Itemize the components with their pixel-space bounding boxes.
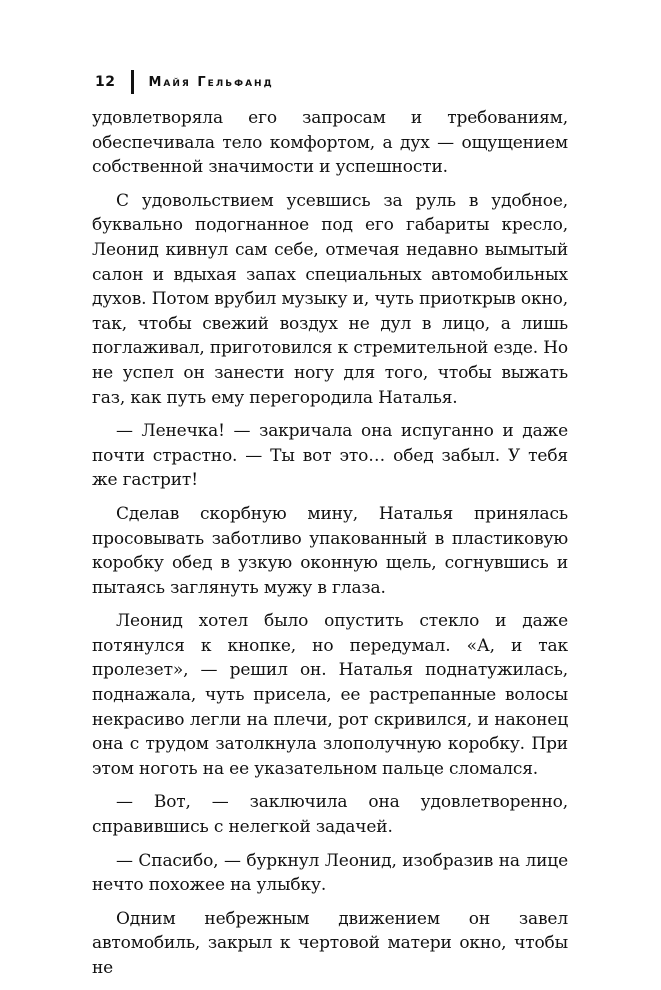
running-head-author: Майя Гельфанд xyxy=(148,74,274,90)
paragraph: Леонид хотел было опустить стекло и даже потянулся к кнопке, но передумал. «А, и так пролезет», — решил он. Наталья поднатужилась, поднажала, чуть присела, ее растрепанные волосы некрасиво легли на плечи, рот скривился, и наконец она с трудом затолкнула злополучную коробку. При этом ноготь на ее указательном пальце сломался. xyxy=(92,611,568,779)
paragraph: Одним небрежным движением он завел автомобиль, закрыл к чертовой матери окно, чтобы не xyxy=(92,908,568,978)
body-text xyxy=(92,106,568,990)
page-header xyxy=(95,70,274,94)
paragraph: удовлетворяла его запросам и требованиям, обеспечивала тело комфортом, а дух — ощущением собственной значимости и успешности. xyxy=(92,108,568,178)
paragraph: — Ленечка! — закричала она испуганно и даже почти страстно. — Ты вот это… обед забыл. У тебя же гастрит! xyxy=(92,421,568,491)
paragraph: С удовольствием усевшись за руль в удобное, буквально подогнанное под его габариты кресло, Леонид кивнул сам себе, отмечая недавно вымытый салон и вдыхая запах специальных автомобильных духов. Потом врубил музыку и, чуть приоткрыв окно, так, чтобы свежий воздух не дул в лицо, а лишь поглаживал, приготовился к стремительной езде. Но не успел он занести ногу для того, чтобы выжать газ, как путь ему перегородила Наталья. xyxy=(92,190,569,408)
paragraph: Сделав скорбную мину, Наталья принялась просовывать заботливо упакованный в пластиковую коробку обед в узкую оконную щель, согнувшись и пытаясь заглянуть мужу в глаза. xyxy=(92,503,568,598)
paragraph: — Спасибо, — буркнул Леонид, изобразив на лице нечто похожее на улыбку. xyxy=(92,850,568,896)
paragraph: — Вот, — заключила она удовлетворенно, справившись с нелегкой задачей. xyxy=(92,792,568,838)
header-divider xyxy=(131,70,134,94)
page-number: 12 xyxy=(95,74,116,90)
